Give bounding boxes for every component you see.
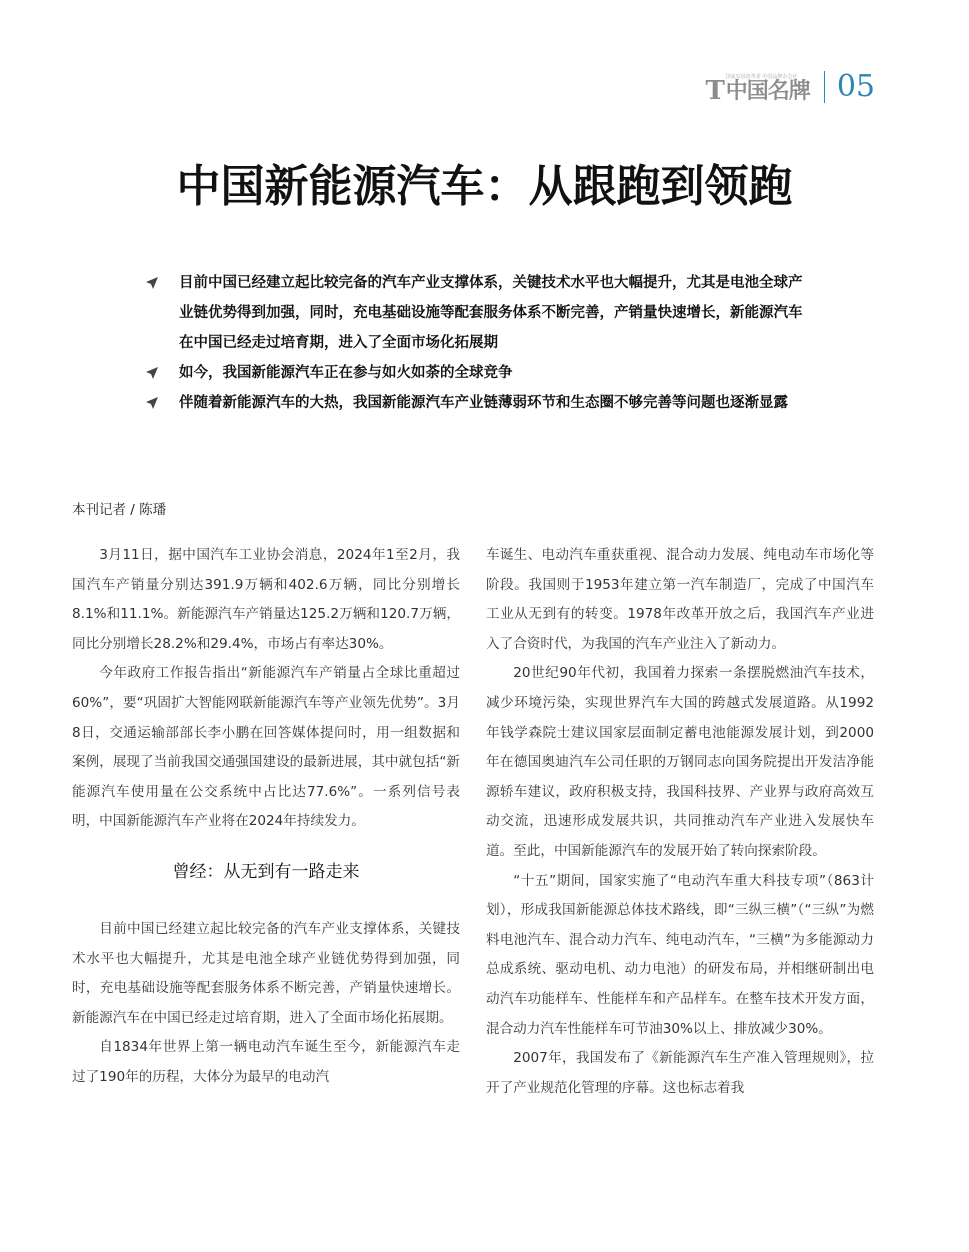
send-arrow-icon [145, 366, 159, 380]
section-heading: 曾经：从无到有一路走来 [172, 861, 360, 882]
paragraph: 车诞生、电动汽车重获重视、混合动力发展、纯电动车市场化等阶段。我国则于1953年建立第一汽车制造厂，完成了中国汽车工业从无到有的转变。1978年改革开放之后，我国汽车产业进入了合资时代，为我国的汽车产业注入了新动力。 [486, 547, 874, 652]
summary-list [145, 268, 805, 418]
logo-subtext: 国家发展改革委 中国品牌杂志社 [725, 74, 798, 80]
logo-letter: T [705, 76, 725, 106]
byline: 本刊记者 / 陈璠 [72, 502, 167, 518]
page-number: 05 [836, 69, 875, 104]
right-column [486, 541, 874, 1103]
paragraph: 20世纪90年代初，我国着力探索一条摆脱燃油汽车技术，减少环境污染，实现世界汽车大国的跨越式发展道路。从1992年钱学森院士建议国家层面制定蓄电池能源发展计划，到2000年在德国奥迪汽车公司任职的万钢同志向国务院提出开发洁净能源轿车建议，政府积极支持，我国科技界、产业界与政府高效互动交流，迅速形成发展共识，共同推动汽车产业进入发展快车道。至此，中国新能源汽车的发展开始了转向探索阶段。 [486, 665, 874, 859]
summary-item [145, 358, 805, 388]
paragraph: “十五”期间，国家实施了“电动汽车重大科技专项”（863计划），形成我国新能源总体技术路线，即“三纵三横”（“三纵”为燃料电池汽车、混合动力汽车、纯电动汽车，“三横”为多能源动力总成系统、驱动电机、动力电池）的研发布局，并相继研制出电动汽车功能样车、性能样车和产品样车。在整车技术开发方面，混合动力汽车性能样车可节油30%以上、排放减少30%。 [486, 872, 874, 1037]
page-header [705, 70, 875, 104]
summary-item [145, 268, 805, 358]
article-title: 中国新能源汽车：从跟跑到领跑 [176, 161, 793, 212]
paragraph: 2007年，我国发布了《新能源汽车生产准入管理规则》，拉开了产业规范化管理的序幕。这也标志着我 [486, 1050, 874, 1096]
send-arrow-icon [145, 276, 159, 290]
paragraph: 今年政府工作报告指出“新能源汽车产销量占全球比重超过60%”，要“巩固扩大智能网联新能源汽车等产业领先优势”。3月8日，交通运输部部长李小鹏在回答媒体提问时，用一组数据和案例，展现了当前我国交通强国建设的最新进展，其中就包括“新能源汽车使用量在公交系统中占比达77.6%”。一系列信号表明，中国新能源汽车产业将在2024年持续发力。 [72, 665, 460, 830]
magazine-logo [705, 70, 809, 104]
paragraph: 自1834年世界上第一辆电动汽车诞生至今，新能源汽车走过了190年的历程，大体分为最早的电动汽 [72, 1039, 460, 1085]
paragraph: 3月11日，据中国汽车工业协会消息，2024年1至2月，我国汽车产销量分别达391.9万辆和402.6万辆，同比分别增长8.1%和11.1%。新能源汽车产销量达125.2万辆和120.7万辆，同比分别增长28.2%和29.4%，市场占有率达30%。 [72, 547, 460, 652]
header-divider [824, 71, 825, 103]
logo-text: 中国名牌 [725, 79, 810, 104]
summary-text: 伴随着新能源汽车的大热，我国新能源汽车产业链薄弱环节和生态圈不够完善等问题也逐渐显露 [179, 395, 788, 411]
send-arrow-icon [145, 396, 159, 410]
summary-text: 目前中国已经建立起比较完备的汽车产业支撑体系，关键技术水平也大幅提升，尤其是电池全球产业链优势得到加强，同时，充电基础设施等配套服务体系不断完善，产销量快速增长，新能源汽车在中国已经走过培育期，进入了全面市场化拓展期 [179, 275, 803, 351]
paragraph: 目前中国已经建立起比较完备的汽车产业支撑体系，关键技术水平也大幅提升，尤其是电池全球产业链优势得到加强，同时，充电基础设施等配套服务体系不断完善，产销量快速增长。新能源汽车在中国已经走过培育期，进入了全面市场化拓展期。 [72, 920, 460, 1026]
summary-item [145, 388, 805, 418]
summary-text: 如今，我国新能源汽车正在参与如火如荼的全球竞争 [179, 365, 513, 381]
left-column [72, 541, 460, 1093]
